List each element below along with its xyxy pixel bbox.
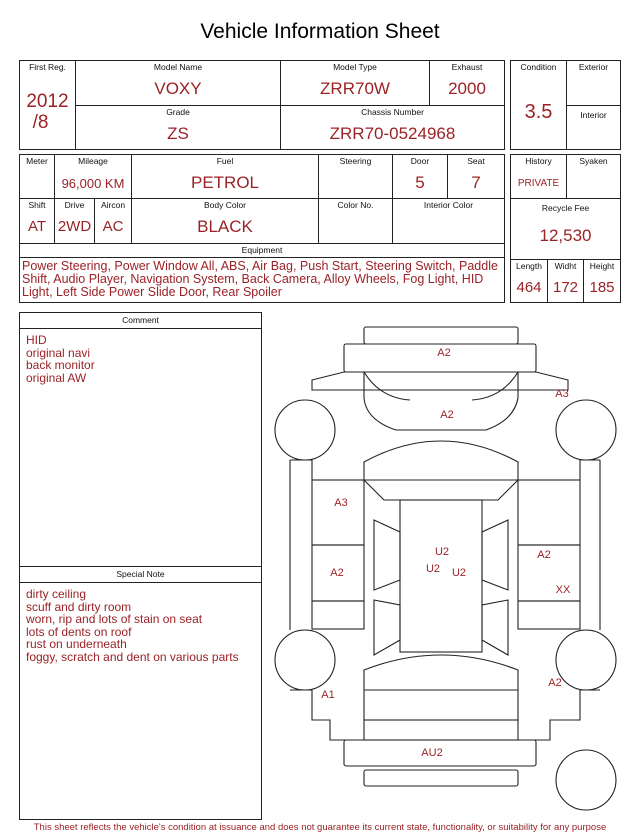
- comment-item: HID: [26, 333, 47, 347]
- shift-label: Shift: [28, 200, 46, 210]
- seat-value: 7: [471, 173, 481, 192]
- fuel-label: Fuel: [216, 156, 234, 166]
- comment-item: back monitor: [26, 358, 95, 372]
- equipment-label: Equipment: [241, 245, 283, 255]
- damage-left-rear-corner: A1: [321, 689, 335, 701]
- drive-label: Drive: [64, 200, 85, 210]
- steering-label: Steering: [339, 156, 372, 166]
- exhaust-value: 2000: [448, 79, 486, 98]
- damage-right-rear-panel: XX: [555, 584, 571, 596]
- special-note-item: worn, rip and lots of stain on seat: [26, 612, 203, 626]
- damage-roof-3: U2: [451, 567, 467, 579]
- damage-front-bumper: A2: [437, 347, 451, 359]
- chassis-label: Chassis Number: [361, 107, 424, 117]
- page-title: Vehicle Information Sheet: [200, 20, 440, 43]
- chassis-value: ZRR70-0524968: [329, 124, 456, 143]
- mileage-label: Mileage: [78, 156, 108, 166]
- recycle-fee-value: 12,530: [539, 226, 592, 245]
- length-value: 464: [516, 279, 542, 296]
- special-note-item: dirty ceiling: [26, 587, 87, 601]
- history-label: History: [525, 156, 552, 166]
- recycle-fee-label: Recycle Fee: [541, 203, 590, 213]
- condition-label: Condition: [520, 62, 557, 72]
- special-note-label: Special Note: [116, 569, 165, 579]
- interior-label: Interior: [580, 110, 607, 120]
- model-type-value: ZRR70W: [320, 79, 390, 98]
- condition-value: 3.5: [524, 101, 553, 123]
- first-reg-label: First Reg.: [29, 62, 66, 72]
- syaken-label: Syaken: [579, 156, 608, 166]
- width-value: 172: [552, 279, 579, 296]
- disclaimer-footer: This sheet reflects the vehicle's condition at issuance and does not guarantee its current state, functionality, or suitability for any purpose: [33, 822, 607, 833]
- height-label: Height: [589, 261, 615, 271]
- color-no-label: Color No.: [337, 200, 374, 210]
- height-value: 185: [589, 279, 615, 296]
- width-label: Widht: [554, 261, 577, 271]
- damage-roof-1: U2: [434, 546, 450, 558]
- aircon-label: Aircon: [100, 200, 126, 210]
- special-note-item: lots of dents on roof: [26, 624, 132, 639]
- fuel-value: PETROL: [190, 173, 260, 192]
- exhaust-label: Exhaust: [451, 62, 483, 72]
- model-type-label: Model Type: [333, 62, 377, 72]
- first-reg-month: /8: [32, 112, 49, 133]
- damage-right-front-corner: A3: [555, 388, 569, 400]
- model-name-value: VOXY: [154, 79, 202, 98]
- equipment-text: Power Steering, Power Window All, ABS, Air Bag, Push Start, Steering Switch, Paddle Shift, Audio Player, Navigation System, Back Camera, Alloy Wheels, Fog Light, HID Light, Left Side Power Slide Door, Rear Spoiler: [22, 259, 498, 299]
- history-value: PRIVATE: [517, 178, 560, 189]
- damage-left-rear-door: A2: [330, 567, 344, 579]
- damage-right-rear-corner: A2: [548, 677, 562, 689]
- comment-label: Comment: [122, 315, 159, 325]
- grade-label: Grade: [166, 107, 190, 117]
- length-label: Length: [516, 261, 542, 271]
- shift-value: AT: [27, 218, 47, 235]
- seat-label: Seat: [467, 156, 485, 166]
- aircon-value: AC: [102, 218, 124, 235]
- model-name-label: Model Name: [153, 62, 203, 72]
- damage-codes: [321, 347, 571, 759]
- damage-rear-bumper: AU2: [421, 747, 443, 759]
- damage-roof-2: U2: [425, 563, 441, 575]
- damage-right-rear-door: A2: [537, 549, 551, 561]
- door-label: Door: [410, 156, 430, 166]
- interior-color-label: Interior Color: [423, 200, 474, 210]
- first-reg-year: 2012: [26, 91, 69, 112]
- comment-item: original navi: [26, 345, 91, 360]
- door-value: 5: [415, 173, 425, 192]
- damage-left-front-door: A3: [334, 497, 348, 509]
- body-color-value: BLACK: [197, 217, 253, 236]
- mileage-value: 96,000 KM: [61, 176, 125, 191]
- meter-label: Meter: [26, 156, 48, 166]
- exterior-label: Exterior: [578, 62, 609, 72]
- body-color-label: Body Color: [203, 200, 247, 210]
- drive-value: 2WD: [57, 218, 92, 235]
- special-note-item: scuff and dirty room: [26, 599, 132, 614]
- grade-value: ZS: [167, 124, 189, 143]
- damage-hood: A2: [440, 409, 454, 421]
- special-note-item: rust on underneath: [26, 637, 127, 651]
- special-note-item: foggy, scratch and dent on various parts: [26, 649, 239, 664]
- comment-item: original AW: [26, 370, 87, 385]
